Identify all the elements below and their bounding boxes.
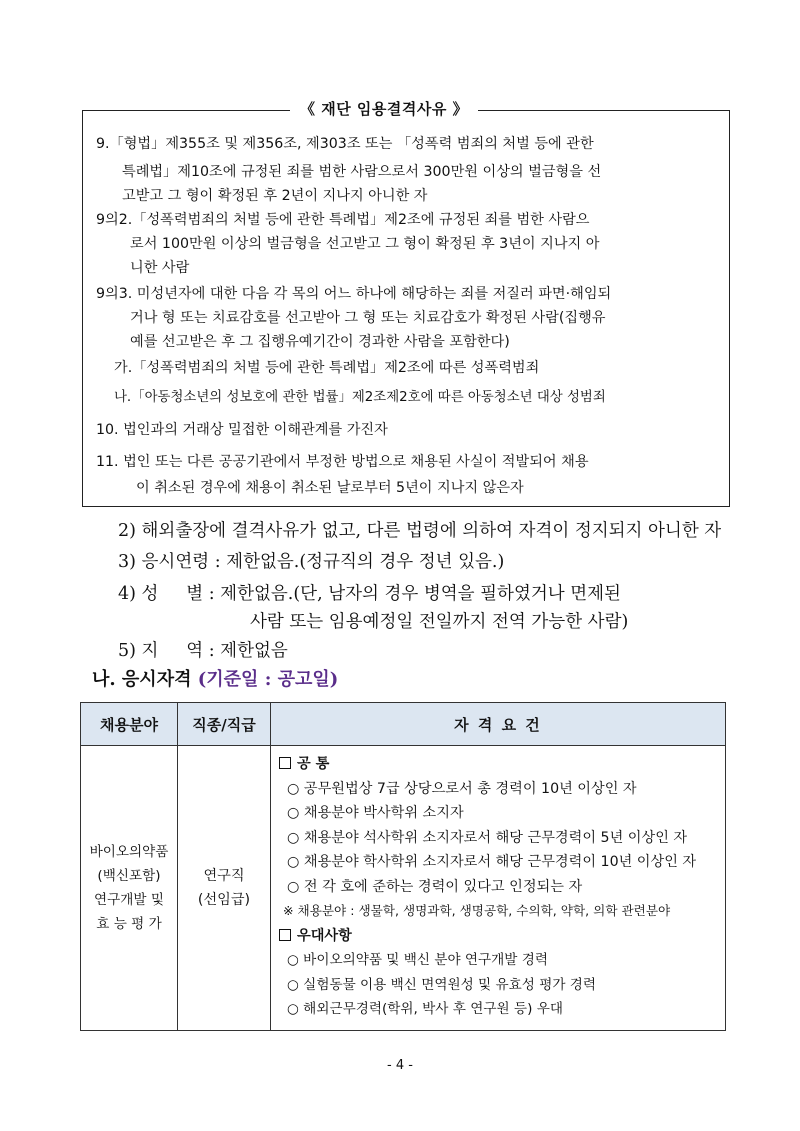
common-heading xyxy=(279,752,725,777)
field-cell xyxy=(81,746,178,1031)
field-line: (백신포함) xyxy=(97,867,161,884)
preference-heading xyxy=(279,924,725,949)
section-basis-date: (기준일 : 공고일) xyxy=(197,669,339,690)
dq-line: 10. 법인과의 거래상 밀접한 이해관계를 가진자 xyxy=(96,422,388,438)
requirements-cell xyxy=(271,746,726,1031)
field-note: ※ 채용분야 : 생물학, 생명과학, 생명공학, 수의학, 약학, 의학 관련분야 xyxy=(283,903,671,918)
job-line: (선임급) xyxy=(197,891,251,908)
dq-line: 특례법」제10조에 규정된 죄를 범한 사람으로서 300만원 이상의 벌금형을 선 xyxy=(122,164,602,180)
header-job: 직종/직급 xyxy=(178,703,271,746)
dq-line: 거나 형 또는 치료감호를 선고받아 그 형 또는 치료감호가 확정된 사람(집행유 xyxy=(130,310,606,326)
preference-item: ○ 해외근무경력(학위, 박사 후 연구원 등) 우대 xyxy=(287,1001,563,1017)
dq-line: 니한 사람 xyxy=(130,260,190,276)
dq-line: 이 취소된 경우에 채용이 취소된 날로부터 5년이 지나지 않은자 xyxy=(136,480,524,496)
preference-item: ○ 바이오의약품 및 백신 분야 연구개발 경력 xyxy=(287,952,549,968)
checkbox-square-icon xyxy=(279,757,291,769)
common-item: ○ 채용분야 석사학위 소지자로서 해당 근무경력이 5년 이상인 자 xyxy=(287,829,688,846)
dq-line: 9의2.「성폭력범죄의 처벌 등에 관한 특례법」제2조에 규정된 죄를 범한 사람으 xyxy=(96,212,590,228)
job-cell xyxy=(178,746,271,1031)
condition-age: 3) 응시연령 : 제한없음.(정규직의 경우 정년 있음.) xyxy=(118,552,505,572)
preference-item: ○ 실험동물 이용 백신 면역원성 및 유효성 평가 경력 xyxy=(287,976,597,993)
common-title: 공 통 xyxy=(297,756,330,772)
requirements-table xyxy=(80,702,726,1031)
common-item: ○ 공무원법상 7급 상당으로서 총 경력이 10년 이상인 자 xyxy=(287,780,637,797)
preference-title: 우대사항 xyxy=(297,927,352,944)
page-number: - 4 - xyxy=(387,1058,413,1073)
dq-line: 로서 100만원 이상의 벌금형을 선고받고 그 형이 확정된 후 3년이 지나지 아 xyxy=(130,236,600,252)
condition-region: 5) 지 역 : 제한없음 xyxy=(118,641,288,661)
field-line: 연구개발 및 xyxy=(94,891,164,908)
common-item: ○ 전 각 호에 준하는 경력이 있다고 인정되는 자 xyxy=(287,878,583,895)
dq-line: 9.「형법」제355조 및 제356조, 제303조 또는 「성폭력 범죄의 처벌 등에 관한 xyxy=(96,136,594,152)
field-line: 바이오의약품 xyxy=(89,843,169,860)
condition-overseas: 2) 해외출장에 결격사유가 없고, 다른 법령에 의하여 자격이 정지되지 아니한 자 xyxy=(118,521,722,541)
checkbox-square-icon xyxy=(279,929,291,941)
common-item: ○ 채용분야 학사학위 소지자로서 해당 근무경력이 10년 이상인 자 xyxy=(287,854,697,870)
section-title-text: 나. 응시자격 xyxy=(92,669,192,690)
disqualification-title: 《 재단 임용결격사유 》 xyxy=(290,98,478,119)
table-header-row xyxy=(81,703,726,746)
condition-gender-cont: 사람 또는 임용예정일 전일까지 전역 가능한 사람) xyxy=(250,612,629,632)
dq-line: 고받고 그 형이 확정된 후 2년이 지나지 아니한 자 xyxy=(122,188,428,204)
field-line: 효 능 평 가 xyxy=(96,915,162,932)
common-item: ○ 채용분야 박사학위 소지자 xyxy=(287,805,464,821)
condition-gender: 4) 성 별 : 제한없음.(단, 남자의 경우 병역을 필하였거나 면제된 xyxy=(118,584,621,604)
section-title xyxy=(92,665,338,691)
header-field: 채용분야 xyxy=(81,703,178,746)
dq-line: 9의3. 미성년자에 대한 다음 각 목의 어느 하나에 해당하는 죄를 저질러 파면·해임되 xyxy=(96,286,612,302)
table-row xyxy=(81,746,726,1031)
dq-line: 가.「성폭력범죄의 처벌 등에 관한 특례법」제2조에 따른 성폭력범죄 xyxy=(114,360,540,376)
dq-line: 11. 법인 또는 다른 공공기관에서 부정한 방법으로 채용된 사실이 적발되어 채용 xyxy=(96,454,589,470)
header-requirements: 자 격 요 건 xyxy=(271,703,726,746)
dq-line: 나.「아동청소년의 성보호에 관한 법률」제2조제2호에 따른 아동청소년 대상 성범죄 xyxy=(114,390,606,405)
dq-line: 예를 선고받은 후 그 집행유예기간이 경과한 사람을 포함한다) xyxy=(130,334,510,350)
job-line: 연구직 xyxy=(203,867,245,884)
